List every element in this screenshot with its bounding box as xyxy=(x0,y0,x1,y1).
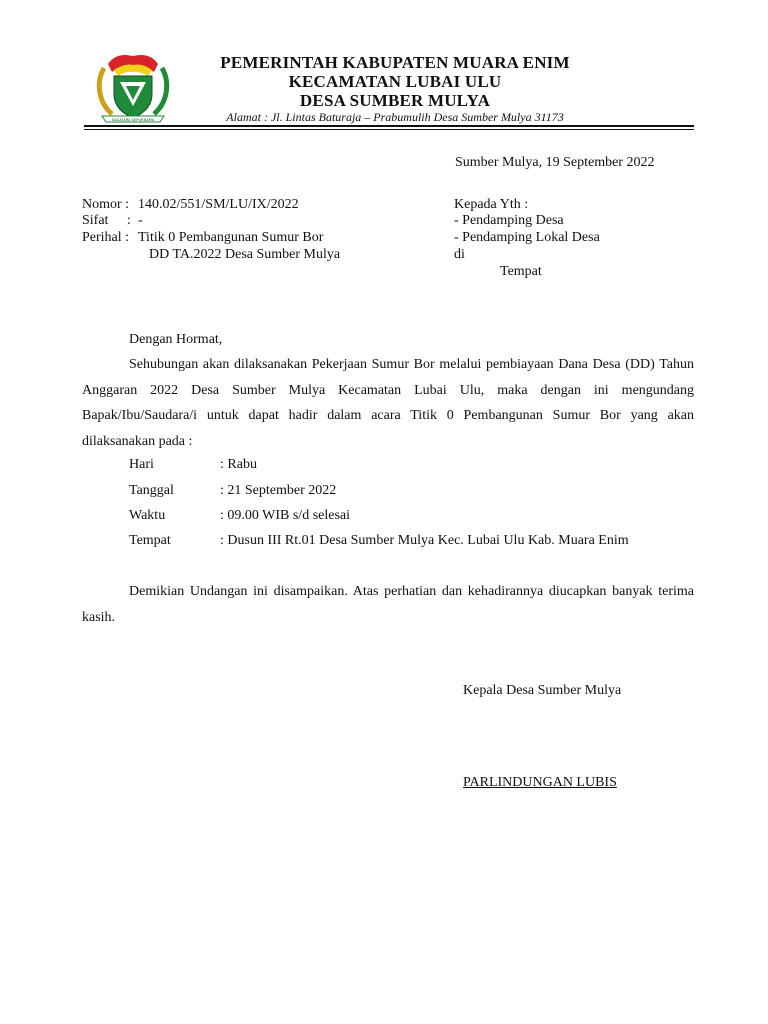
rice-stalk-left xyxy=(99,68,112,114)
nomor-value: 140.02/551/SM/LU/IX/2022 xyxy=(138,197,299,212)
detail-hari-value: : Rabu xyxy=(220,457,257,472)
recipient-item-2: - Pendamping Lokal Desa xyxy=(454,230,600,245)
detail-hari-label: Hari xyxy=(129,457,154,472)
letterhead-address: Alamat : Jl. Lintas Baturaja – Prabumulih Desa Sumber Mulya 31173 xyxy=(226,110,564,124)
recipient-kepada: Kepada Yth : xyxy=(454,197,529,212)
perihal-line-1: Titik 0 Pembangunan Sumur Bor xyxy=(138,230,324,245)
detail-tanggal-label: Tanggal xyxy=(129,483,174,498)
letterhead-rule-thin xyxy=(84,129,694,130)
signature-title: Kepala Desa Sumber Mulya xyxy=(463,683,622,698)
body-paragraph-1 xyxy=(82,352,694,454)
body-paragraph-1-text: Sehubungan akan dilaksanakan Pekerjaan Sumur Bor melalui pembiayaan Dana Desa (DD) Tahun Anggaran 2022 Desa Sumber Mulya Kecamatan Lubai Ulu, maka dengan ini mengundang Bapak/Ibu/Saudara/i untuk dapat hadir dalam acara Titik 0 Pembangunan Sumur Bor yang akan dilaksanakan pada : xyxy=(82,357,694,449)
closing-paragraph xyxy=(82,579,694,630)
detail-waktu-label: Waktu xyxy=(129,508,166,523)
sifat-label: Sifat xyxy=(82,213,109,228)
recipient-tempat: Tempat xyxy=(500,264,542,279)
closing-paragraph-text: Demikian Undangan ini disampaikan. Atas perhatian dan kehadirannya diucapkan banyak terima kasih. xyxy=(82,584,694,625)
recipient-item-1: - Pendamping Desa xyxy=(454,213,564,228)
letterhead-line-2: KECAMATAN LUBAI ULU xyxy=(288,72,502,91)
sifat-value: - xyxy=(138,213,143,228)
leaf-stalk-right xyxy=(154,68,167,114)
detail-tempat-value: : Dusun III Rt.01 Desa Sumber Mulya Kec. Lubai Ulu Kab. Muara Enim xyxy=(220,533,629,548)
village-emblem-logo xyxy=(94,50,172,126)
sifat-colon: : xyxy=(127,213,131,228)
date-line: Sumber Mulya, 19 September 2022 xyxy=(455,155,655,170)
perihal-line-2: DD TA.2022 Desa Sumber Mulya xyxy=(149,247,341,262)
perihal-label: Perihal : xyxy=(82,230,130,245)
letterhead-rule-thick xyxy=(84,125,694,127)
detail-tempat-label: Tempat xyxy=(129,533,171,548)
recipient-di: di xyxy=(454,247,465,262)
signature-name: PARLINDUNGAN LUBIS xyxy=(463,775,617,790)
detail-waktu-value: : 09.00 WIB s/d selesai xyxy=(220,508,351,523)
letterhead-line-3: DESA SUMBER MULYA xyxy=(299,91,491,110)
detail-tanggal-value: : 21 September 2022 xyxy=(220,483,337,498)
nomor-label: Nomor : xyxy=(82,197,130,212)
logo-ribbon-text: SAGATARA SEPURNAMA xyxy=(111,118,155,122)
letterhead-line-1: PEMERINTAH KABUPATEN MUARA ENIM xyxy=(220,53,570,72)
greeting: Dengan Hormat, xyxy=(129,332,223,347)
